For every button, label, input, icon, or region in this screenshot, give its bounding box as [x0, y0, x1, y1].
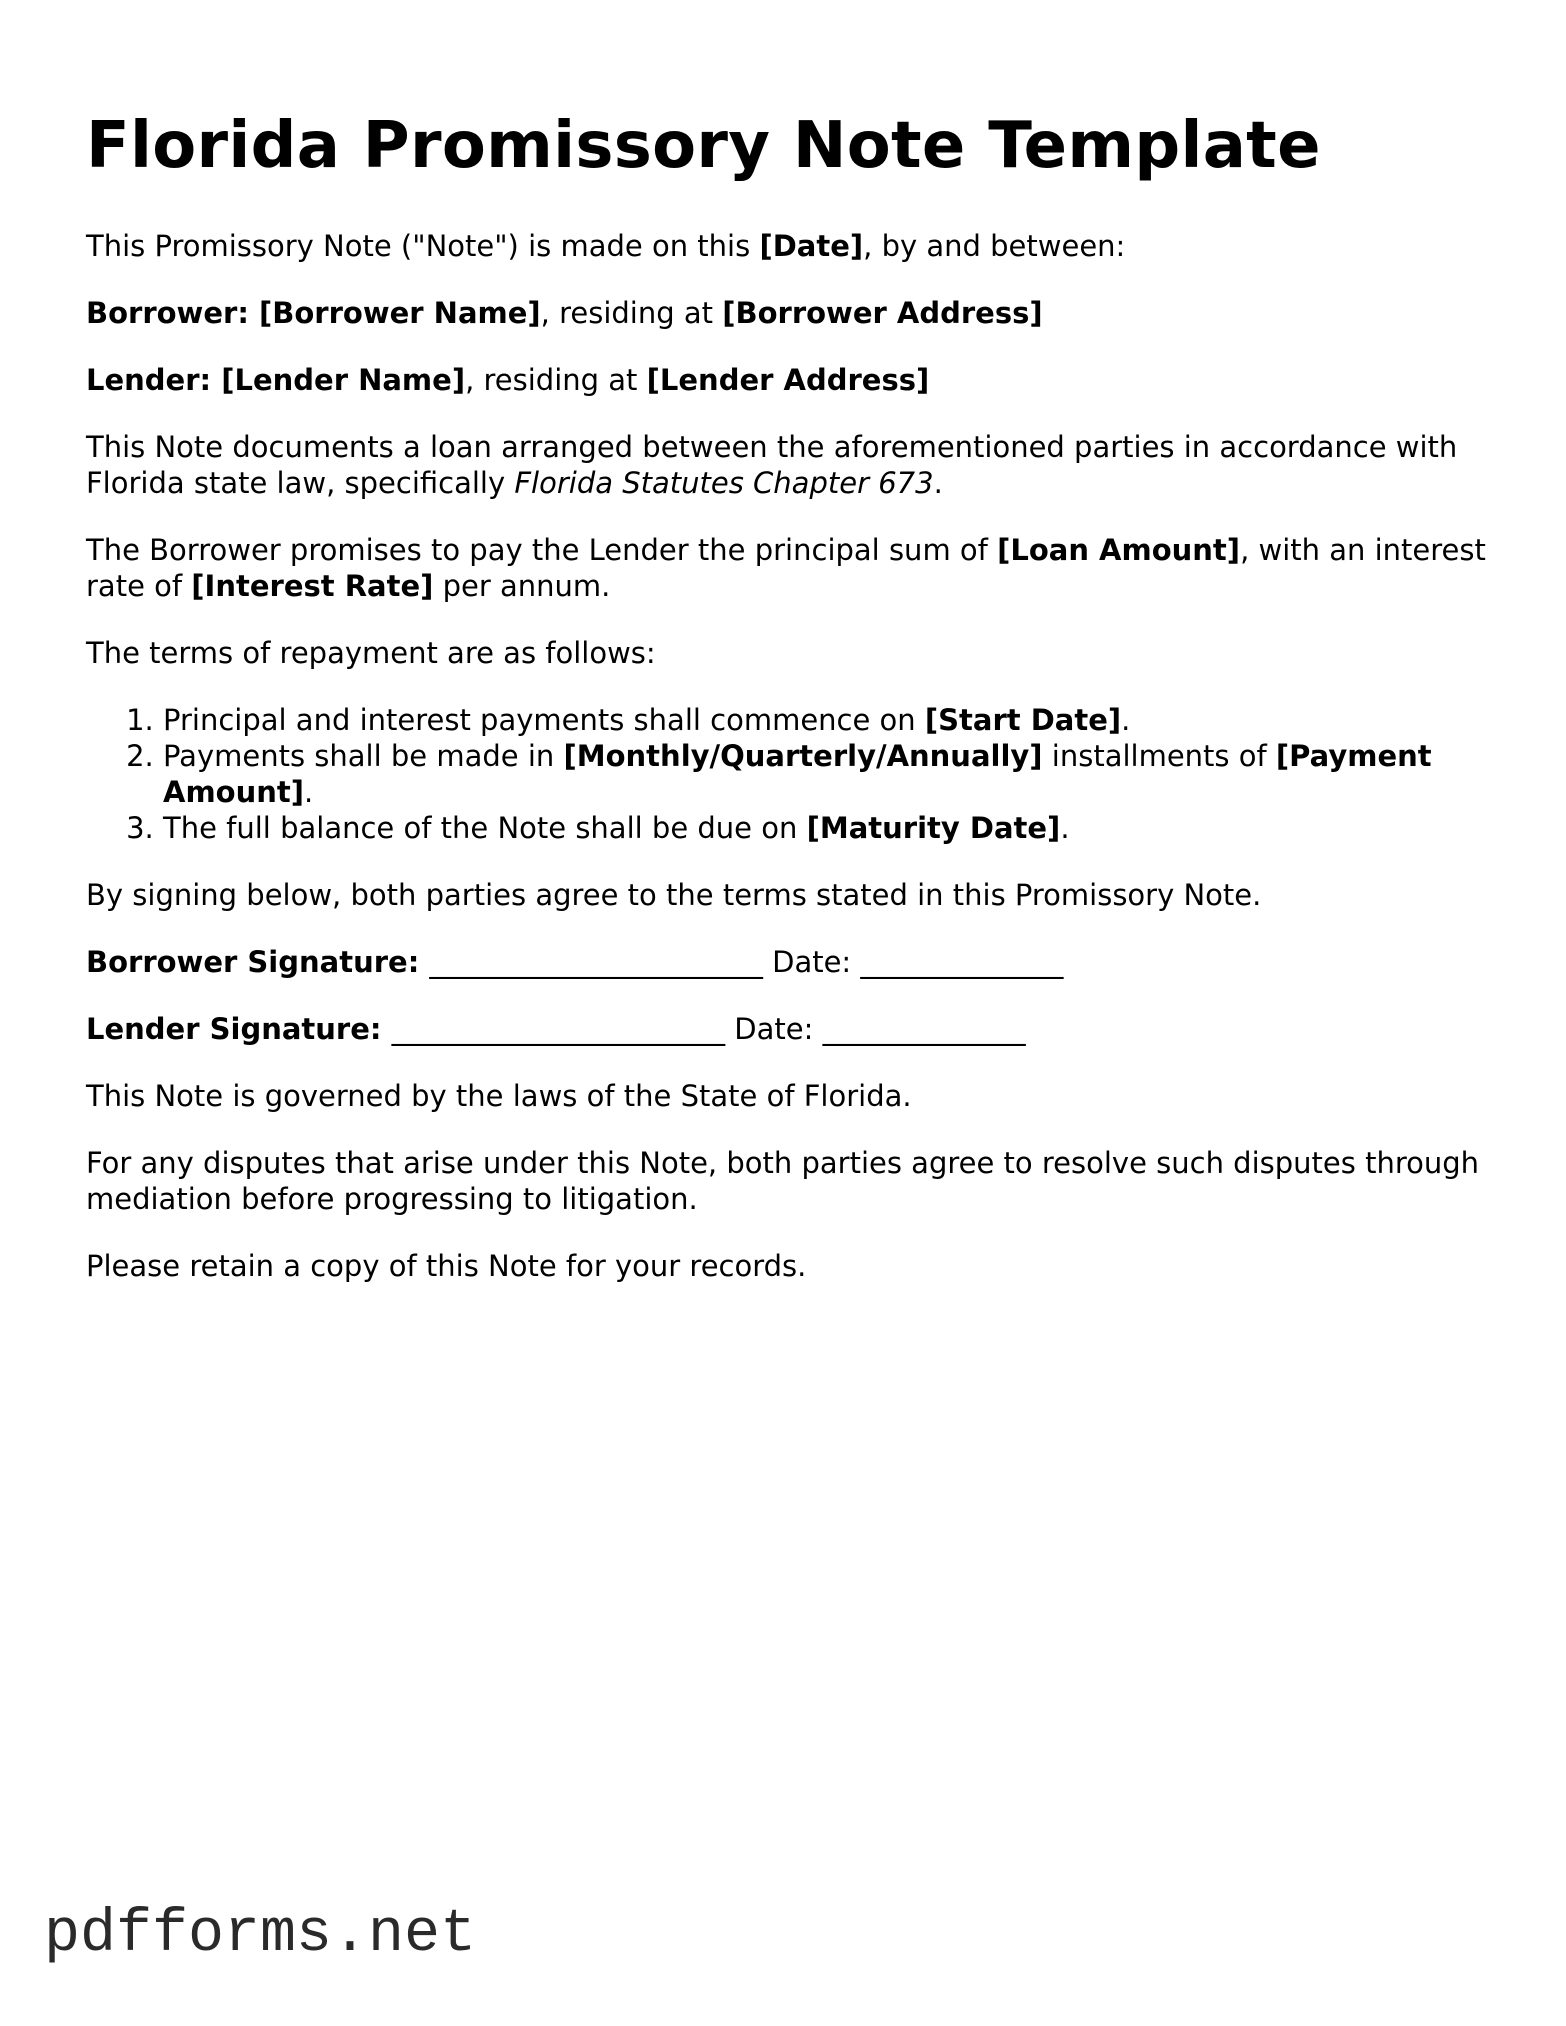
- borrower-name-placeholder: [Borrower Name]: [259, 296, 541, 330]
- repayment-terms-list: [86, 702, 1486, 846]
- lender-date-label: Date:: [725, 1012, 823, 1046]
- start-date-placeholder: [Start Date]: [924, 703, 1122, 737]
- borrower-signature-line: [86, 944, 1486, 980]
- lender-name-placeholder: [Lender Name]: [221, 363, 466, 397]
- payment-amount-placeholder: [Payment Amount]: [163, 739, 1432, 809]
- lender-signature-line: [86, 1011, 1486, 1047]
- date-placeholder: [Date]: [759, 229, 864, 263]
- term-text-mid: installments of: [1042, 739, 1276, 773]
- lender-label: Lender:: [86, 363, 222, 397]
- lender-address-placeholder: [Lender Address]: [646, 363, 930, 397]
- borrower-address-placeholder: [Borrower Address]: [722, 296, 1043, 330]
- term-text: Payments shall be made in: [163, 739, 564, 773]
- term-text-end: .: [1121, 703, 1131, 737]
- loan-amount-placeholder: [Loan Amount]: [997, 533, 1241, 567]
- lender-date-field[interactable]: ______________: [822, 1012, 1026, 1046]
- intro-text-end: , by and between:: [863, 229, 1126, 263]
- term-text-end: .: [304, 775, 314, 809]
- promise-text: The Borrower promises to pay the Lender the principal sum of: [86, 533, 998, 567]
- lender-signature-field[interactable]: _______________________: [391, 1012, 726, 1046]
- maturity-date-placeholder: [Maturity Date]: [806, 811, 1061, 845]
- interest-rate-placeholder: [Interest Rate]: [191, 569, 434, 603]
- site-watermark: pdfforms.net: [44, 1901, 477, 1969]
- document-page: [86, 106, 1486, 1315]
- lender-signature-label: Lender Signature:: [86, 1012, 392, 1046]
- frequency-placeholder: [Monthly/Quarterly/Annually]: [563, 739, 1043, 773]
- borrower-line: [86, 295, 1486, 331]
- borrower-date-label: Date:: [762, 945, 861, 979]
- term-text: The full balance of the Note shall be due on: [163, 811, 807, 845]
- loan-doc-end: .: [933, 466, 943, 500]
- borrower-date-field[interactable]: ______________: [860, 945, 1064, 979]
- term-text-end: .: [1060, 811, 1070, 845]
- statute-reference: Florida Statutes Chapter 673: [514, 466, 934, 500]
- intro-text: This Promissory Note ("Note") is made on this: [86, 229, 760, 263]
- borrower-label: Borrower:: [86, 296, 260, 330]
- page-title: Florida Promissory Note Template: [86, 109, 1321, 183]
- borrower-signature-label: Borrower Signature:: [86, 945, 430, 979]
- disputes-paragraph: For any disputes that arise under this Note, both parties agree to resolve such disputes through mediation before progressing to litigation.: [86, 1146, 1480, 1216]
- retain-copy-paragraph: Please retain a copy of this Note for your records.: [86, 1249, 807, 1283]
- terms-intro: The terms of repayment are as follows:: [86, 636, 656, 670]
- loan-documentation-paragraph: [86, 429, 1486, 501]
- lender-residing-text: , residing at: [465, 363, 647, 397]
- promise-paragraph: [86, 532, 1486, 604]
- loan-doc-text: This Note documents a loan arranged between the aforementioned parties in accordance with Florida state law, specifically: [86, 430, 1458, 500]
- intro-paragraph: [86, 228, 1486, 264]
- promise-text-2: , with an interest rate of: [86, 533, 1486, 603]
- borrower-residing-text: , residing at: [540, 296, 723, 330]
- agreement-paragraph: By signing below, both parties agree to the terms stated in this Promissory Note.: [86, 878, 1262, 912]
- governing-law-paragraph: This Note is governed by the laws of the State of Florida.: [86, 1079, 912, 1113]
- promise-text-3: per annum.: [433, 569, 611, 603]
- list-item: [163, 738, 1486, 810]
- list-item: [163, 702, 1486, 738]
- borrower-signature-field[interactable]: _______________________: [429, 945, 763, 979]
- lender-line: [86, 362, 1486, 398]
- term-text: Principal and interest payments shall commence on: [163, 703, 925, 737]
- list-item: [163, 810, 1486, 846]
